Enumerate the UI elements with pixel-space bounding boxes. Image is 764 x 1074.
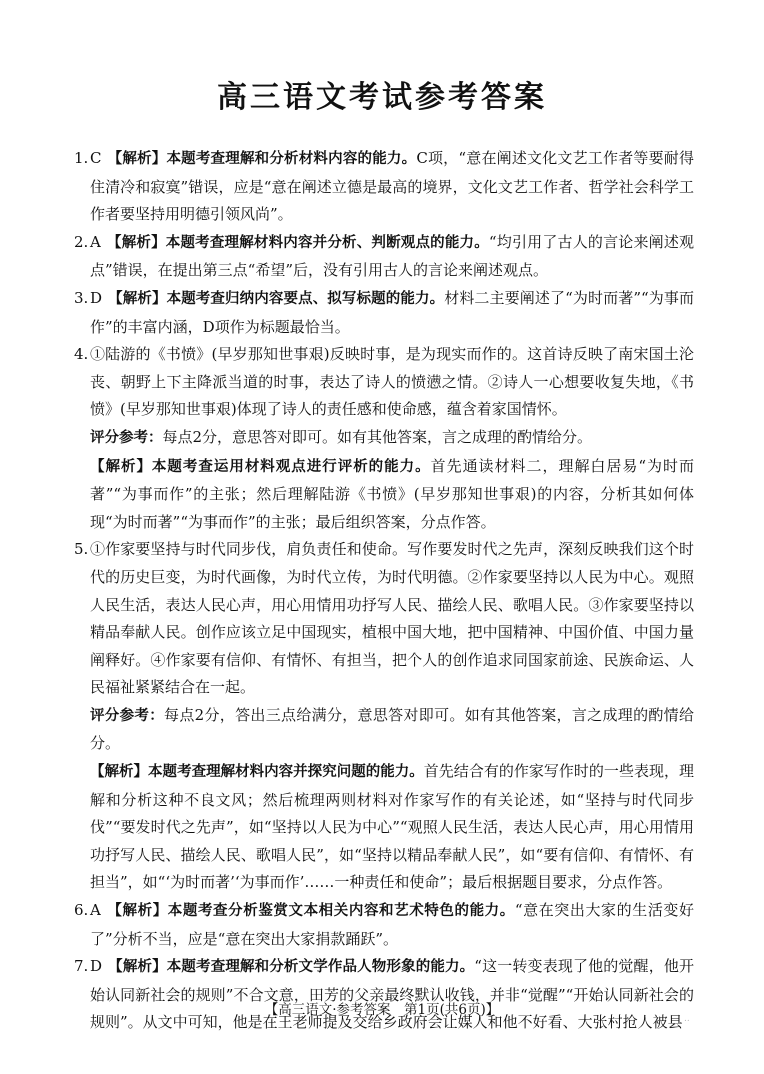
- item-number: 4.: [74, 345, 89, 364]
- item-number: 2.: [74, 232, 89, 251]
- answer-item-2: [74, 229, 694, 285]
- answer-choice: A: [90, 901, 101, 920]
- analysis-heading: 【解析】本题考查理解材料内容并分析、判断观点的能力。: [106, 234, 489, 251]
- analysis-text: “意在突出大家的生活变好了”分析不当，应是“意在突出大家捐款踊跃”。: [90, 901, 694, 948]
- scoring-text: 每点2分，答出三点给满分，意思答对即可。如有其他答案，言之成理的酌情给分。: [90, 705, 694, 753]
- item-number: 7.: [74, 957, 89, 976]
- page-title: 高三语文考试参考答案: [217, 80, 547, 115]
- answers-content: [74, 145, 694, 1037]
- item-number: 1.: [74, 149, 89, 167]
- item-number: 6.: [74, 901, 89, 920]
- scoring-label: 评分参考：: [90, 429, 163, 446]
- answer-text: ①作家要坚持与时代同步伐，肩负责任和使命。写作要发时代之先声，深刻反映我们这个时代的历史巨变，为时代画像，为时代立传，为时代明德。②作家要坚持以人民为中心。观照人民生活，表达人民心声，用心用情用功抒写人民、描绘人民、歌唱人民。③作家要坚持以精品奉献人民。创作应该立足中国现实，植根中国大地，把中国精神、中国价值、中国力量阐释好。④作家要有信仰、有情怀、有担当，把个人的创作追求同国家前途、民族命运、人民福祉紧紧结合在一起。: [90, 540, 694, 697]
- analysis-text: 首先结合有的作家写作时的一些表现，理解和分析这种不良文风；然后梳理两则材料对作家写作的有关论述，如“坚持与时代同步伐”“要发时代之先声”，如“坚持以人民为中心”“观照人民生活，表达人民心声，用心用情用功抒写人民、描绘人民、歌唱人民”，如“坚持以精品奉献人民”，如“要有信仰、有情怀、有担当”，如“‘为时而著’‘为事而作’……一种责任和使命”；最后根据题目要求，分点作答。: [90, 762, 694, 892]
- analysis-4: [74, 453, 694, 537]
- analysis-text: “均引用了古人的言论来阐述观点”错误，在提出第三点“希望”后，没有引用古人的言论来阐述观点。: [90, 232, 695, 280]
- analysis-text: “这一转变表现了他的觉醒，他开始认同新社会的规则”不合文意，田芳的父亲最终默认收钱，并非“觉醒”“开始认同新社会的规则”。从文中可知，他是在王老师提及交给乡政府会让媒人和他不好看、大张村抢人被县: [90, 957, 694, 1032]
- scoring-note-4: [74, 424, 694, 453]
- answer-text: ①陆游的《书愤》(早岁那知世事艰)反映时事，是为现实而作的。这首诗反映了南宋国土沦丧、朝野上下主降派当道的时事，表达了诗人的愤懑之情。②诗人一心想要收复失地，《书愤》(早岁那知世事艰)体现了诗人的责任感和使命感，蕴含着家国情怀。: [90, 345, 694, 419]
- answer-item-3: [74, 285, 694, 341]
- answer-item-4: [74, 341, 694, 424]
- analysis-heading: 【解析】本题考查运用材料观点进行评析的能力。: [90, 458, 431, 475]
- answer-choice: A: [90, 232, 101, 251]
- answer-item-6: [74, 897, 694, 953]
- scoring-text: 每点2分，意思答对即可。如有其他答案，言之成理的酌情给分。: [162, 427, 593, 446]
- page-footer: 【高三语文·参考答案 第1页(共6页)】: [264, 1002, 500, 1018]
- analysis-heading: 【解析】本题考查理解材料内容并探究问题的能力。: [90, 764, 424, 781]
- scoring-label: 评分参考：: [90, 707, 165, 724]
- answer-item-1: [74, 145, 694, 229]
- answer-choice: D: [90, 288, 103, 307]
- item-number: 3.: [74, 288, 89, 307]
- scan-mark: ..: [684, 1014, 690, 1024]
- analysis-heading: 【解析】本题考查理解和分析文学作品人物形象的能力。: [108, 959, 475, 976]
- answer-choice: C: [90, 149, 102, 167]
- item-number: 5.: [74, 540, 89, 559]
- analysis-text: 材料二主要阐述了“为时而著”“为事而作”的丰富内涵，D项作为标题最恰当。: [90, 288, 694, 336]
- analysis-heading: 【解析】本题考查分析鉴赏文本相关内容和艺术特色的能力。: [106, 903, 515, 920]
- answer-item-7: [74, 953, 694, 1037]
- analysis-text: 首先通读材料二，理解白居易“为时而著”“为事而作”的主张；然后理解陆游《书愤》(早岁那知世事艰)的内容，分析其如何体现“为时而著”“为事而作”的主张；最后组织答案，分点作答。: [90, 456, 694, 531]
- answer-choice: D: [90, 957, 103, 976]
- analysis-heading: 【解析】本题考查归纳内容要点、拟写标题的能力。: [108, 290, 445, 307]
- analysis-text: C项，“意在阐述文化文艺工作者等要耐得住清冷和寂寞”错误，应是“意在阐述立德是最高的境界，文化文艺工作者、哲学社会科学工作者要坚持用明德引领风尚”。: [90, 149, 694, 224]
- analysis-5: [74, 758, 694, 897]
- scoring-note-5: [74, 702, 694, 758]
- answer-item-5: [74, 536, 694, 702]
- analysis-heading: 【解析】本题考查理解和分析材料内容的能力。: [107, 151, 417, 167]
